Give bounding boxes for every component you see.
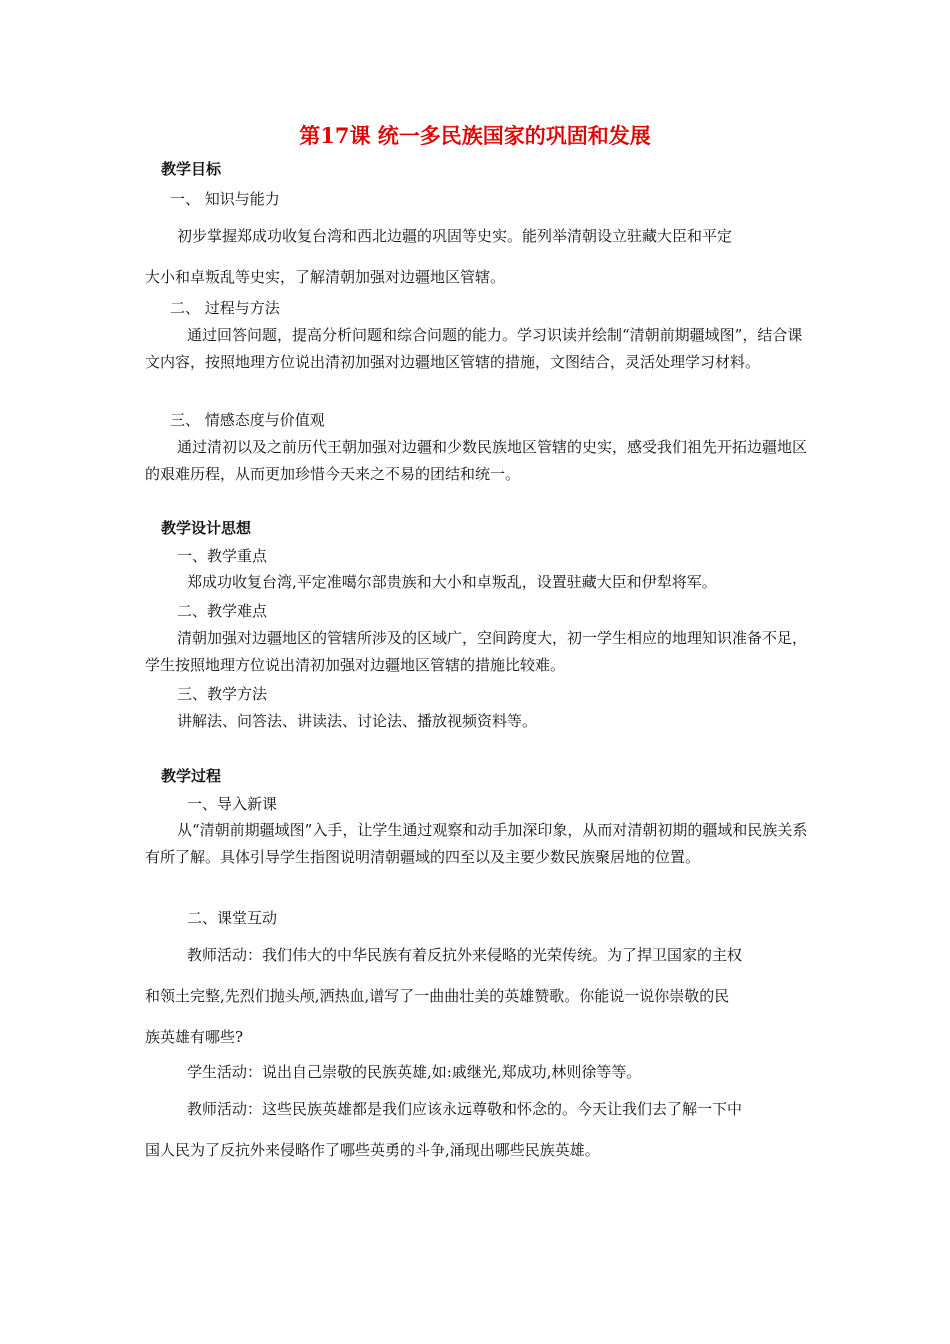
- process-text-intro: 从“清朝前期疆域图”入手，让学生通过观察和动手加深印象，从而对清朝初期的疆域和民族关系有所了解。具体引导学生指图说明清朝疆域的四至以及主要少数民族聚居地的位置。: [145, 821, 808, 866]
- goal-text-knowledge-line1: 初步掌握郑成功收复台湾和西北边疆的巩固等史实。能列举清朝设立驻藏大臣和平定: [177, 227, 733, 245]
- goal-label-process: 二、 过程与方法: [170, 299, 280, 317]
- design-label-difficulty: 二、教学难点: [177, 602, 268, 620]
- activity-teacher-1-line1: 教师活动：我们伟大的中华民族有着反抗外来侵略的光荣传统。为了捍卫国家的主权: [187, 946, 743, 964]
- goal-text-knowledge-line2: 大小和卓叛乱等史实，了解清朝加强对边疆地区管辖。: [145, 268, 506, 286]
- activity-student-1: 学生活动：说出自己崇敬的民族英雄,如:戚继光,郑成功,林则徐等等。: [187, 1063, 642, 1081]
- section-heading-design: 教学设计思想: [161, 519, 252, 537]
- activity-teacher-1-line3: 族英雄有哪些?: [145, 1028, 244, 1046]
- design-label-key: 一、教学重点: [177, 547, 268, 565]
- section-heading-goals: 教学目标: [161, 160, 222, 178]
- design-label-method: 三、教学方法: [177, 685, 268, 703]
- process-label-intro: 一、导入新课: [187, 795, 278, 813]
- design-text-method: 讲解法、问答法、讲读法、讨论法、播放视频资料等。: [177, 712, 538, 730]
- goal-text-process: 通过回答问题，提高分析问题和综合问题的能力。学习识读并绘制“清朝前期疆域图”，结合课文内容，按照地理方位说出清初加强对边疆地区管辖的措施，文图结合，灵活处理学习材料。: [145, 326, 803, 371]
- page-title: 第17课 统一多民族国家的巩固和发展: [299, 123, 651, 148]
- section-heading-process: 教学过程: [161, 767, 222, 785]
- design-text-key: 郑成功收复台湾,平定准噶尔部贵族和大小和卓叛乱，设置驻藏大臣和伊犁将军。: [187, 573, 717, 591]
- design-text-difficulty: 清朝加强对边疆地区的管辖所涉及的区域广，空间跨度大，初一学生相应的地理知识准备不足，学生按照地理方位说出清初加强对边疆地区管辖的措施比较难。: [145, 629, 808, 674]
- activity-teacher-2-line1: 教师活动：这些民族英雄都是我们应该永远尊敬和怀念的。今天让我们去了解一下中: [187, 1100, 743, 1118]
- process-label-interaction: 二、课堂互动: [187, 909, 278, 927]
- goal-label-attitude: 三、 情感态度与价值观: [170, 411, 325, 429]
- activity-teacher-1-line2: 和领土完整,先烈们抛头颅,洒热血,谱写了一曲曲壮美的英雄赞歌。你能说一说你崇敬的民: [145, 987, 730, 1005]
- goal-text-attitude: 通过清初以及之前历代王朝加强对边疆和少数民族地区管辖的史实，感受我们祖先开拓边疆地区的艰难历程，从而更加珍惜今天来之不易的团结和统一。: [145, 438, 808, 483]
- goal-label-knowledge: 一、 知识与能力: [170, 190, 280, 208]
- activity-teacher-2-line2: 国人民为了反抗外来侵略作了哪些英勇的斗争,涌现出哪些民族英雄。: [145, 1141, 600, 1159]
